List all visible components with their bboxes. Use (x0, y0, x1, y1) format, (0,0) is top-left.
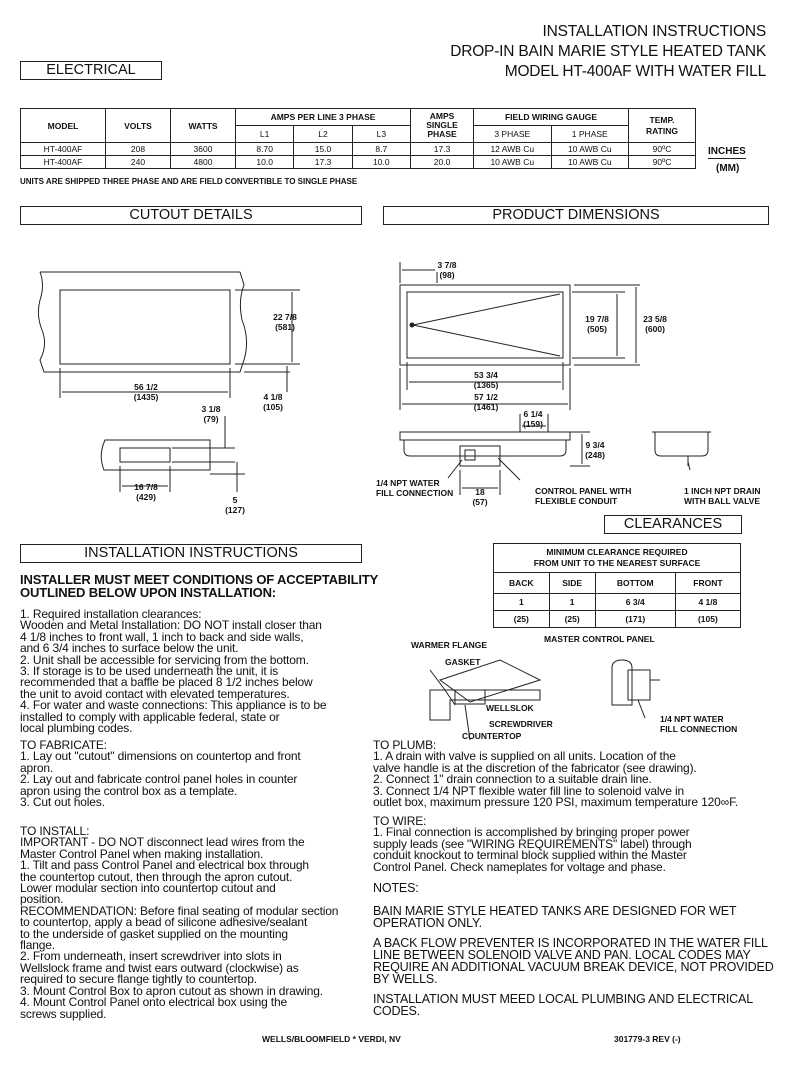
title-line-2: DROP-IN BAIN MARIE STYLE HEATED TANK (450, 43, 766, 60)
col-l2: L2 (294, 126, 352, 143)
clearance-col-side: SIDE (549, 573, 595, 594)
screwdriver-label: SCREWDRIVER (489, 719, 553, 729)
col-l1: L1 (236, 126, 294, 143)
cutout-front-dim: 4 1/8 (105) (263, 392, 283, 412)
product-dim-b: 19 7/8 (505) (585, 314, 609, 334)
electrical-section-header: ELECTRICAL (20, 61, 162, 80)
cell: 10.0 (236, 156, 294, 169)
product-dim-e: 57 1/2 (1461) (473, 392, 499, 412)
cell: 1 (549, 594, 595, 611)
cell: 10 AWB Cu (551, 156, 629, 169)
clearance-col-bottom: BOTTOM (595, 573, 675, 594)
product-dim-a: 3 7/8 (98) (437, 260, 457, 280)
title-line-1: INSTALLATION INSTRUCTIONS (542, 23, 766, 40)
col-3phase: 3 PHASE (474, 126, 551, 143)
title-line-3: MODEL HT-400AF WITH WATER FILL (504, 63, 766, 80)
units-inches: INCHES (708, 146, 746, 157)
cell: 4 1/8 (675, 594, 740, 611)
cell: 4800 (171, 156, 236, 169)
cutout-h-dim: 22 7/8 (581) (273, 312, 297, 332)
cutout-section-header: CUTOUT DETAILS (20, 206, 362, 225)
wellslok-label: WELLSLOK (486, 703, 534, 713)
countertop-label: COUNTERTOP (462, 731, 522, 741)
footer-company: WELLS/BLOOMFIELD * VERDI, NV (262, 1034, 401, 1044)
col-l3: L3 (352, 126, 410, 143)
electrical-note: UNITS ARE SHIPPED THREE PHASE AND ARE FIELD CONVERTIBLE TO SINGLE PHASE (20, 177, 358, 186)
notes-body: NOTES: BAIN MARIE STYLE HEATED TANKS ARE DESIGNED FOR WET OPERATION ONLY. A BACK FLOW PREVENTER IS INCORPORATED IN THE WATER FILL LINE BETWEEN SOLENOID VALVE AND PAN. LOCAL CODES MAY REQUIRE AN ADDITIONAL VACUUM BREAK DEVICE, NOT PROVIDED BY WELLS. INSTALLATION MUST MEED LOCAL PLUMBING AND ELECTRICAL CODES. (373, 882, 793, 1017)
water-fill-label: 1/4 NPT WATER FILL CONNECTION (376, 478, 454, 498)
wire-body: TO WIRE: 1. Final connection is accomplished by bringing proper power supply leads (see "WIRING REQUIREMENTS" label) through conduit knockout to terminal block supplied within the Master Control Panel. Check nameplates for voltage and phase. (373, 814, 692, 874)
product-dim-c: 23 5/8 (600) (643, 314, 667, 334)
cell: 20.0 (411, 156, 474, 169)
cell: 10.0 (352, 156, 410, 169)
clearance-col-back: BACK (494, 573, 550, 594)
cell: (105) (675, 611, 740, 628)
apron-w-dim: 16 7/8 (429) (134, 482, 158, 502)
fabricate-body: TO FABRICATE: 1. Lay out "cutout" dimensions on countertop and front apron. 2. Lay out and fabricate control panel holes in counter apron using the control box as a template. 3. Cut out holes. (20, 738, 301, 810)
cell: HT-400AF (21, 143, 106, 156)
gasket-label: GASKET (445, 657, 481, 667)
col-1phase: 1 PHASE (551, 126, 629, 143)
product-dim-g: 9 3/4 (248) (585, 440, 605, 460)
notes-heading: NOTES: (373, 881, 419, 895)
install-section-header: INSTALLATION INSTRUCTIONS (20, 544, 362, 563)
cell: 3600 (171, 143, 236, 156)
footer-docnum: 301779-3 REV (-) (614, 1034, 681, 1044)
plumb-body: TO PLUMB: 1. A drain with valve is supplied on all units. Location of the valve handle is at the discretion of the fabricator (see drawing). 2. Connect 1" drain connection to a suitable drain line. 3. Connect 1/4 NPT flexible water fill line to solenoid valve in outlet box, maximum pressure 120 PSI, maximum temperature 120∞F. (373, 738, 739, 810)
apron-h-dim: 3 1/8 (79) (201, 404, 221, 424)
apron-d-dim: 5 (127) (225, 495, 245, 515)
cell: 17.3 (294, 156, 352, 169)
col-watts: WATTS (171, 109, 236, 143)
units-mm: (MM) (716, 163, 740, 174)
cell: (25) (549, 611, 595, 628)
cell: 15.0 (294, 143, 352, 156)
product-dim-h: 18 (57) (472, 487, 488, 507)
cell: 90ºC (629, 143, 696, 156)
cell: 12 AWB Cu (474, 143, 551, 156)
col-temp: TEMP. RATING (629, 109, 696, 143)
cell: 8.7 (352, 143, 410, 156)
product-dim-f: 6 1/4 (159) (523, 409, 543, 429)
cell: 1 (494, 594, 550, 611)
col-field-wiring: FIELD WIRING GAUGE (474, 109, 629, 126)
cell: 8.70 (236, 143, 294, 156)
cell: (171) (595, 611, 675, 628)
cell: 10 AWB Cu (474, 156, 551, 169)
installer-body: 1. Required installation clearances: Wooden and Metal Installation: DO NOT install closer than 4 1/8 inches to front wall, 1 inch to back and side walls, and 6 3/4 inches to surface below the unit. 2. Unit shall be accessible for servicing from the bottom. 3. If storage is to be used underneath the unit, it is recommended that a baffle be placed 8 1/2 inches below the unit to avoid contact with elevated temperatures. 4. For water and waste connections: This appliance is to be installed to comply with applicable federal, state or local plumbing codes. (20, 607, 327, 736)
cell: 240 (106, 156, 171, 169)
clearance-col-front: FRONT (675, 573, 740, 594)
product-dim-d: 53 3/4 (1365) (473, 370, 499, 390)
drain-label: 1 INCH NPT DRAIN WITH BALL VALVE (684, 486, 761, 506)
warmer-flange-label: WARMER FLANGE (411, 640, 488, 650)
install-body: TO INSTALL: IMPORTANT - DO NOT disconnect lead wires from the Master Control Panel when making installation. 1. Tilt and pass Control Panel and electrical box through the countertop cutout, then through the apron cutout. Lower modular section into countertop cutout and position. RECOMMENDATION: Before final seating of modular section to countertop, apply a bead of silicone adhesive/sealant to the underside of gasket supplied on the mounting flange. 2. From underneath, insert screwdriver into slots in Wellslock frame and twist ears outward (clockwise) as required to secure flange tightly to countertop. 3. Mount Control Box to apron cutout as shown in drawing. 4. Mount Control Panel onto electrical box using the screws supplied. (20, 824, 339, 1021)
control-panel-label: CONTROL PANEL WITH FLEXIBLE CONDUIT (535, 486, 632, 506)
clearance-title: MINIMUM CLEARANCE REQUIRED FROM UNIT TO THE NEAREST SURFACE (494, 544, 741, 573)
col-amps-single: AMPS SINGLE PHASE (411, 109, 474, 143)
clearances-section-header: CLEARANCES (604, 515, 742, 534)
cell: 17.3 (411, 143, 474, 156)
col-amps-3phase: AMPS PER LINE 3 PHASE (236, 109, 411, 126)
installer-heading: INSTALLER MUST MEET CONDITIONS OF ACCEPTABILITY OUTLINED BELOW UPON INSTALLATION: (20, 572, 379, 600)
cell: 6 3/4 (595, 594, 675, 611)
cell: 90ºC (629, 156, 696, 169)
mount-water-fill-label: 1/4 NPT WATER FILL CONNECTION (660, 714, 738, 734)
cutout-w-dim: 56 1/2 (1435) (133, 382, 159, 402)
cell: 10 AWB Cu (551, 143, 629, 156)
cell: 208 (106, 143, 171, 156)
master-panel-label: MASTER CONTROL PANEL (544, 634, 655, 644)
clearance-table (493, 543, 741, 628)
col-volts: VOLTS (106, 109, 171, 143)
col-model: MODEL (21, 109, 106, 143)
cell: HT-400AF (21, 156, 106, 169)
product-section-header: PRODUCT DIMENSIONS (383, 206, 769, 225)
cell: (25) (494, 611, 550, 628)
